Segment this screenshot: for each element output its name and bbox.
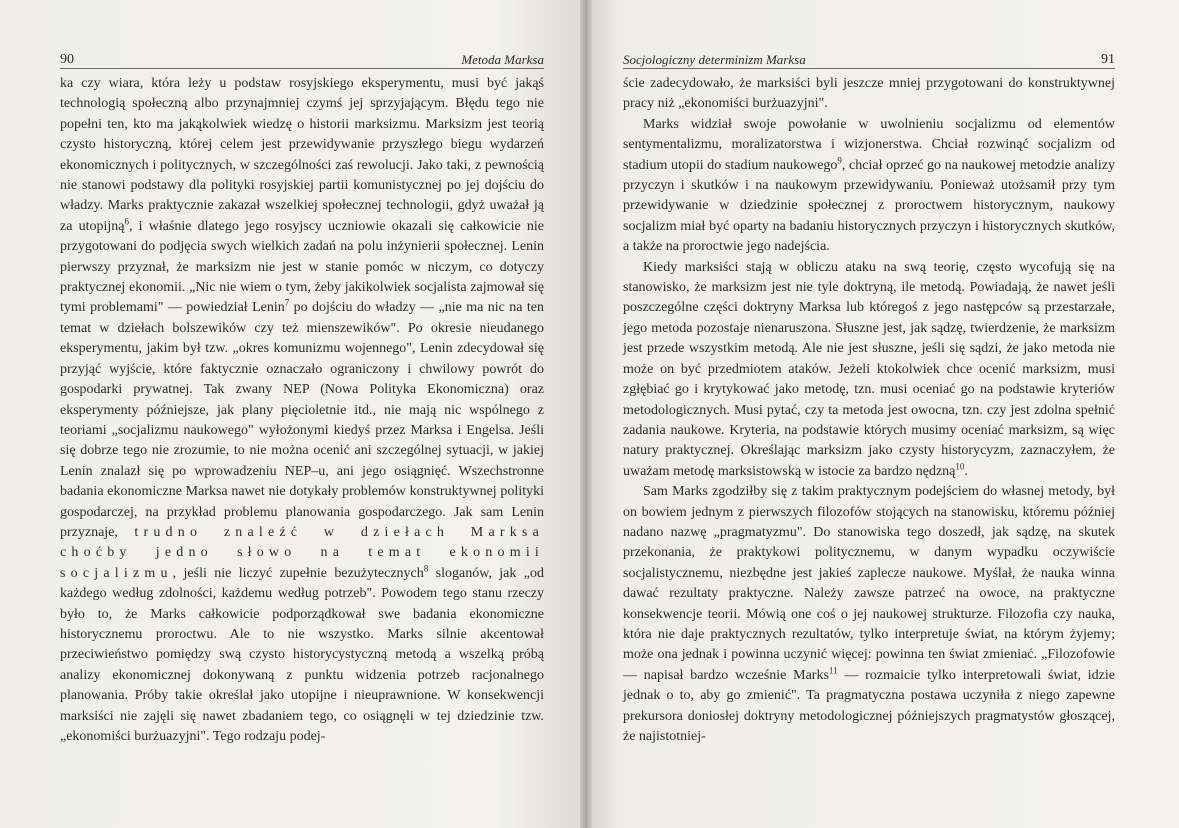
left-page-body [60,74,544,747]
right-page [586,0,1179,828]
page-number: 90 [60,52,74,67]
text-run: ście zadecydowało, że marksiści byli jeszcze mniej przygotowani do konstruktywnej pracy niż „ekonomiści burżuazyjni". [623,76,1115,112]
footnote-marker: 9 [837,154,842,165]
paragraph [60,74,544,747]
running-head: Metoda Marksa [461,52,544,67]
right-page-header [623,44,1115,69]
footnote-marker: 6 [124,216,129,227]
text-run: Marks widział swoje powołanie w uwolnieniu socjalizmu od elementów sentymentalizmu, moralizatorstwa i wizjonerstwa. Chciał rozwinąć socjalizm od stadium utopii do stadium naukowego [623,116,1115,173]
paragraph [623,482,1115,747]
footnote-marker: 11 [828,665,838,676]
left-page-header [60,44,544,69]
paragraph [623,115,1115,258]
right-page-body [623,74,1115,747]
book-gutter [580,0,592,828]
left-page [0,0,586,828]
footnote-marker: 7 [284,297,290,308]
text-run: ka czy wiara, która leży u podstaw rosyjskiego eksperymentu, musi być jakąś technologią społeczną albo przynajmniej czymś jej sprzyjającym. Błędu tego nie popełni ten, kto ma jakąkolwiek wiedzę o historii marksizmu. Marksizm jest teorią czysto historyczną, której celem jest przewidywanie przyszłego biegu wydarzeń ekonomicznych i politycznych, w szczególności zaś rewolucji. Jako taki, z pewnością nie stanowi podstawy dla polityki rosyjskiej partii komunistycznej po jej dojściu do władzy. Marks praktycznie zakazał wszelkiej społecznej technologii, gdyż uważał ją za utopijną [60,76,544,234]
text-run: sloganów, jak „od każdego według zdolności, każdemu według potrzeb". Powodem tego stanu rzeczy było to, że Marks całkowicie podporządkował swe badania ekonomiczne historycznemu proroctwu. Ale to nie wszystko. Marks silnie akcentował przeciwieństwo pomiędzy swą czysto historycystyczną metodą a wszelką próbą analizy ekonomicznej dokonywaną z punktu widzenia potrzeb racjonalnego planowania. Próby takie określał jako utopijne i nieuprawnione. W konsekwencji marksiści nie zajęli się nawet zbadaniem tego, co osiągnęli w tej dziedzinie tzw. „ekonomiści burżuazyjni". Tego rodzaju podej- [60,565,544,744]
footnote-marker: 10 [955,461,965,472]
text-run: po dojściu do władzy — „nie ma nic na ten temat w dziełach bolszewików czy też mienszewików". Po okresie nieudanego eksperymentu, jakim był tzw. „okres komunizmu wojennego", Lenin zdecydował się przyjąć wyjście, które faktycznie oznaczało ograniczony i chwilowy powrót do gospodarki prywatnej. Tak zwany NEP (Nowa Polityka Ekonomiczna) oraz eksperymenty późniejsze, jak plany pięcioletnie itd., nie mają nic wspólnego z teoriami „socjalizmu naukowego" wyłożonymi kiedyś przez Marksa i Engelsa. Jeśli się dobrze tego nie zrozumie, to nie można ocenić ani szczególnej sytuacji, w jakiej Lenin znalazł się po wprowadzeniu NEP–u, ani jego osiągnięć. Wszechstronne badania ekonomiczne Marksa nawet nie dotykały problemów konstruktywnej polityki gospodarczej, na przykład problemu planowania gospodarczego. Jak sam Lenin przyznaje, [60,300,544,540]
text-run: — rozmaicie tylko interpretowali świat, idzie jednak o to, aby go zmienić". Ta pragmatyczna postawa uczyniła z niego zapewne prekursora doniosłej doktryny metodologicznej późniejszych pragmatystów głoszącej, że najistotniej- [623,667,1115,744]
text-run: Kiedy marksiści stają w obliczu ataku na swą teorię, często wycofują się na stanowisko, że marksizm jest nie tyle doktryną, ile metodą. Powiadają, że nawet jeśli poszczególne części doktryny Marksa lub któregoś z jego następców są przestarzałe, jego metoda pozostaje nienaruszona. Słuszne jest, jak sądzę, twierdzenie, że marksizm jest przede wszystkim metodą. Ale nie jest słuszne, jeśli się sądzi, że jako metoda nie może on być przedmiotem ataków. Jeżeli ktokolwiek chce ocenić marksizm, musi zgłębiać go i krytykować jako metodę, tzn. musi oceniać go na podstawie kryteriów metodologicznych. Musi pytać, czy ta metoda jest owocna, tzn. czy jest zdolna spełnić zadania naukowe. Kryteria, na podstawie których musimy oceniać marksizm, są więc natury praktycznej. Określając marksizm jako czysty historycyzm, zaznaczyłem, że uważam metodę marksistowską w istocie za bardzo nędzną [623,259,1115,479]
text-run: Sam Marks zgodziłby się z takim praktycznym podejściem do własnej metody, był on bowiem jednym z pierwszych filozofów stojących na stanowisku, któremu później nadano nazwę „pragmatyzmu". Do stanowiska tego doszedł, jak sądzę, na skutek przekonania, że praktykowi politycznemu, w danym wypadku oczywiście socjalistycznemu, niezbędne jest jakieś zaplecze naukowe. Myślał, że nauka winna dawać rezultaty praktyczne. Należy zawsze patrzeć na owoce, na praktyczne konsekwencje teorii. Mówią one coś o jej naukowej strukturze. Filozofia czy nauka, która nie daje praktycznych rezultatów, tylko interpretuje świat, na którym żyjemy; może ona jednak i powinna uczynić więcej: powinna ten świat zmieniać. „Filozofowie — napisał bardzo wcześnie Marks [623,484,1115,683]
emphasized-text: trudno znaleźć w dziełach Marksa choćby jedno słowo na temat ekonomii socjalizmu [60,524,544,581]
text-run: , i właśnie dlatego jego rosyjscy uczniowie okazali się całkowicie nie przygotowani do podjęcia swych wielkich zadań na polu inżynierii społecznej. Lenin pierwszy przyznał, że marksizm nie jest w stanie pomóc w niczym, co dotyczy praktycznej ekonomii. „Nic nie wiem o tym, żeby jakikolwiek socjalista zajmował się tymi problemami" — powiedział Lenin [60,218,545,316]
paragraph [623,74,1115,115]
text-run: . [964,463,968,479]
running-head: Socjologiczny determinizm Marksa [623,52,806,67]
paragraph [623,258,1115,482]
text-run: , jeśli nie liczyć zupełnie bezużytecznych [172,565,424,581]
page-number: 91 [1101,52,1115,67]
text-run: , chciał oprzeć go na naukowej metodzie analizy przyczyn i skutków i na naukowym przewidywaniu. Ponieważ utożsamił przy tym przewidywanie w dziedzinie społecznej z proroctwem historycznym, naukowy socjalizm miał być oparty na badaniu historycznych przyczyn i historycznych skutków, a także na proroctwie jego nadejścia. [623,157,1115,255]
footnote-marker: 8 [423,563,429,574]
